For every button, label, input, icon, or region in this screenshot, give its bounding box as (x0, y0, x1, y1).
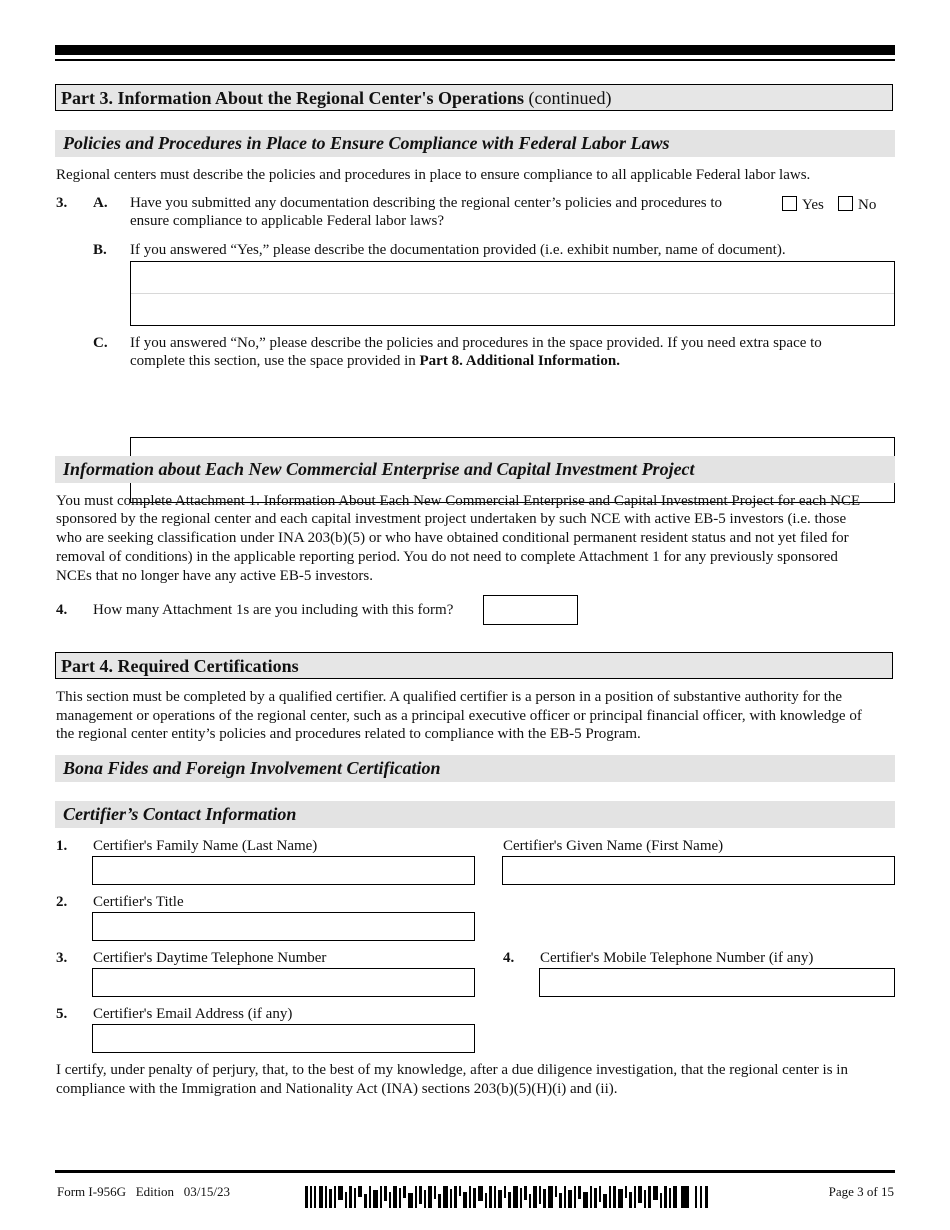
nce-para-line1: You must complete Attachment 1. Information About Each New Commercial Enterprise and Capital Investment Project for each NCE (56, 493, 861, 509)
daytime-phone-input[interactable] (92, 968, 475, 997)
q4-text: How many Attachment 1s are you including with this form? (93, 602, 454, 618)
certification-line1: I certify, under penalty of perjury, that, to the best of my knowledge, after a due diligence investigation, that the regional center is in (56, 1062, 848, 1078)
mobile-phone-label: Certifier's Mobile Telephone Number (if any) (540, 950, 814, 966)
q3a-no-option[interactable] (838, 196, 876, 215)
given-name-label: Certifier's Given Name (First Name) (503, 838, 724, 854)
part4-header (55, 652, 893, 679)
q3a-yes-option[interactable] (782, 196, 824, 215)
contact-info-title: Certifier’s Contact Information (55, 801, 895, 828)
q3a-letter: A. (93, 195, 108, 211)
part4-intro-line2: management or operations of the regional center, such as a principal executive officer or principal financial officer, with knowledge of (56, 708, 862, 724)
form-edition: Form I-956G Edition 03/15/23 (57, 1184, 230, 1199)
q3c-letter: C. (93, 335, 108, 351)
q3a-question-line1: Have you submitted any documentation describing the regional center’s policies and procedures to (130, 195, 723, 211)
yes-checkbox[interactable] (782, 196, 797, 211)
family-name-input[interactable] (92, 856, 475, 885)
barcode-icon (305, 1186, 712, 1208)
part3-title: Part 3. Information About the Regional Center's Operations (61, 88, 524, 108)
f4-number: 4. (503, 950, 515, 966)
family-name-label: Certifier's Family Name (Last Name) (93, 838, 318, 854)
policies-section-title: Policies and Procedures in Place to Ensure Compliance with Federal Labor Laws (55, 130, 895, 157)
q3b-letter: B. (93, 242, 107, 258)
daytime-phone-label: Certifier's Daytime Telephone Number (93, 950, 327, 966)
nce-para-line2: sponsored by the regional center and each capital investment project undertaken by such NCE with active EB-5 investors (i.e. those (56, 511, 847, 527)
no-label: No (858, 197, 877, 213)
q3b-textarea[interactable] (130, 261, 895, 326)
q3c-text-line1: If you answered “No,” please describe the policies and procedures in the space provided. If you need extra space to (130, 335, 822, 351)
footer-rule (55, 1170, 895, 1173)
yes-label: Yes (802, 197, 824, 213)
part3-header (55, 84, 893, 111)
nce-para-line5: NCEs that no longer have any active EB-5 investors. (56, 568, 374, 584)
page-number: Page 3 of 15 (828, 1184, 894, 1199)
given-name-input[interactable] (502, 856, 895, 885)
top-rule-thin (55, 59, 895, 61)
q3-number: 3. (56, 195, 68, 211)
q3b-text: If you answered “Yes,” please describe the documentation provided (i.e. exhibit number, name of document). (130, 242, 786, 258)
part4-intro-line3: the regional center entity’s policies and procedures related to compliance with the EB-5 Program. (56, 726, 641, 742)
nce-para-line3: who are seeking classification under INA 203(b)(5) or who have obtained conditional permanent resident status and not yet filed for (56, 530, 849, 546)
f2-number: 2. (56, 894, 68, 910)
f5-number: 5. (56, 1006, 68, 1022)
title-label: Certifier's Title (93, 894, 184, 910)
part3-continued: (continued) (523, 88, 612, 108)
part4-intro-line1: This section must be completed by a qualified certifier. A qualified certifier is a person in a position of substantive authority for the (56, 689, 843, 705)
q3c-text-line2 (130, 352, 620, 371)
nce-para-line4: removal of conditions) in the applicable reporting period. You do not need to complete Attachment 1 for any previously sponsored (56, 549, 838, 565)
email-input[interactable] (92, 1024, 475, 1053)
email-label: Certifier's Email Address (if any) (93, 1006, 293, 1022)
title-input[interactable] (92, 912, 475, 941)
attachment-count-input[interactable] (483, 595, 578, 625)
q4-number: 4. (56, 602, 68, 618)
policies-intro: Regional centers must describe the policies and procedures in place to ensure compliance to all applicable Federal labor laws. (56, 167, 811, 183)
part4-title: Part 4. Required Certifications (61, 656, 299, 676)
q3c-text-line2-bold: Part 8. Additional Information. (419, 353, 620, 369)
f3-number: 3. (56, 950, 68, 966)
top-rule-thick (55, 45, 895, 55)
q3c-text-line2-plain: complete this section, use the space provided in (130, 353, 420, 369)
bona-fides-title: Bona Fides and Foreign Involvement Certification (55, 755, 895, 782)
mobile-phone-input[interactable] (539, 968, 895, 997)
certification-line2: compliance with the Immigration and Nationality Act (INA) sections 203(b)(5)(H)(i) and (ii). (56, 1081, 618, 1097)
nce-section-title: Information about Each New Commercial Enterprise and Capital Investment Project (55, 456, 895, 483)
no-checkbox[interactable] (838, 196, 853, 211)
q3a-question-line2: ensure compliance to applicable Federal labor laws? (130, 213, 445, 229)
f1-number: 1. (56, 838, 68, 854)
